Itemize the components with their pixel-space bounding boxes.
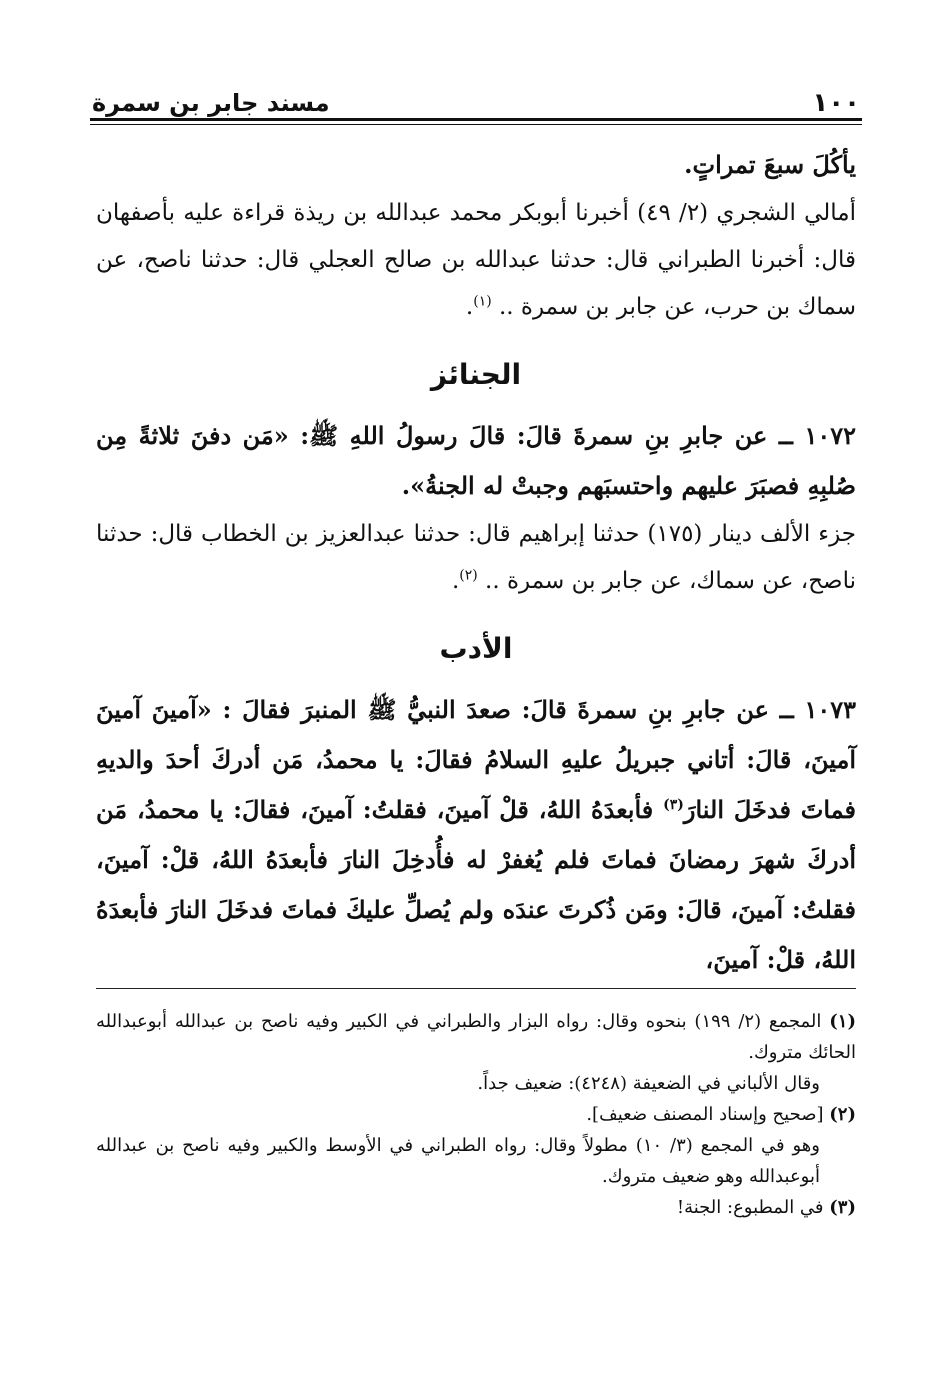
footnote-2-text: [صحيح وإسناد المصنف ضعيف]. (586, 1104, 824, 1125)
footnote-1 (96, 1006, 856, 1068)
footnote-2-number: (٢) (829, 1104, 856, 1125)
footnote-3-text: في المطبوع: الجنة! (676, 1197, 824, 1218)
section-heading-janaiz: الجنائز (430, 358, 522, 391)
footnote-2 (96, 1099, 856, 1130)
source-text: أمالي الشجري (٢/ ٤٩) أخبرنا أبوبكر محمد عبدالله بن ريذة قراءة عليه بأصفهان قال: أخبرنا الطبراني قال: حدثنا عبدالله بن صالح العجلي قال: حدثنا ناصح، عن سماك بن حرب، عن جابر بن سمرة .. (96, 200, 856, 320)
source-end-1072: . (451, 568, 460, 594)
page-number: ١٠٠ (812, 88, 860, 118)
footnote-3 (96, 1192, 856, 1223)
hadith-1072: ١٠٧٢ ــ عن جابرِ بنِ سمرةَ قالَ: قالَ رسولُ اللهِ ﷺ: «مَن دفنَ ثلاثةً مِن صُلبِهِ فصبَرَ عليهم واحتسبَهم وجبتْ له الجنةُ». (96, 421, 856, 500)
hadith-continuation: يأكُلَ سبعَ تمراتٍ. (684, 150, 856, 179)
running-header (92, 74, 860, 120)
footnotes (96, 1006, 856, 1223)
source-text-1072: جزء الألف دينار (١٧٥) حدثنا إبراهيم قال: حدثنا عبدالعزيز بن الخطاب قال: حدثنا ناصح، عن سماك، عن جابر بن سمرة .. (96, 521, 857, 594)
running-title: مسند جابر بن سمرة (92, 89, 330, 117)
hadith-1073-part-b: فأبعدَهُ اللهُ، قلْ آمينَ، فقلتُ: آمينَ، فقالَ: يا محمدُ، مَن أدركَ شهرَ رمضانَ فماتَ فلم يُغفرْ له فأُدخِلَ النارَ فأبعدَهُ اللهُ، قلْ: آمينَ، فقلتُ: آمينَ، قالَ: ومَن ذُكرتَ عندَه ولم يُصلِّ عليكَ فماتَ فدخَلَ النارَ فأبعدَهُ اللهُ، قلْ: آمينَ، (96, 795, 856, 974)
footnote-1-number: (١) (829, 1011, 856, 1032)
footnote-2-continuation: وهو في المجمع (٣/ ١٠) مطولاً وقال: رواه الطبراني في الأوسط والكبير وفيه ناصح بن عبدالله أبوعبدالله وهو ضعيف متروك. (96, 1135, 820, 1187)
footnote-3-number: (٣) (829, 1197, 856, 1218)
header-rule-thick (90, 118, 862, 121)
footnote-separator (96, 988, 856, 989)
footnote-marker-3: (٣) (663, 797, 684, 813)
source-end: . (465, 294, 474, 320)
source-paragraph (96, 190, 856, 331)
hadith-1073 (96, 685, 856, 985)
header-rule-thin (90, 124, 862, 125)
section-heading-adab: الأدب (439, 632, 513, 665)
main-text (96, 140, 856, 985)
footnote-marker-1: (١) (473, 293, 492, 310)
footnote-1-text: المجمع (٢/ ١٩٩) بنحوه وقال: رواه البزار والطبراني في الكبير وفيه ناصح بن عبدالله أبوعبدالله الحائك متروك. (96, 1011, 856, 1063)
footnote-marker-2: (٢) (459, 567, 478, 584)
footnote-1-continuation: وقال الألباني في الضعيفة (٤٢٤٨): ضعيف جداً. (477, 1073, 820, 1094)
hadith-1073-part-a: ١٠٧٣ ــ عن جابرِ بنِ سمرةَ قالَ: صعدَ النبيُّ ﷺ المنبرَ فقالَ : «آمينَ آمينَ آمينَ، قالَ: أتاني جبريلُ عليهِ السلامُ فقالَ: يا محمدُ، مَن أدركَ أحدَ والديهِ فماتَ فدخَلَ النارَ (96, 695, 857, 824)
source-paragraph-1072 (96, 511, 856, 605)
